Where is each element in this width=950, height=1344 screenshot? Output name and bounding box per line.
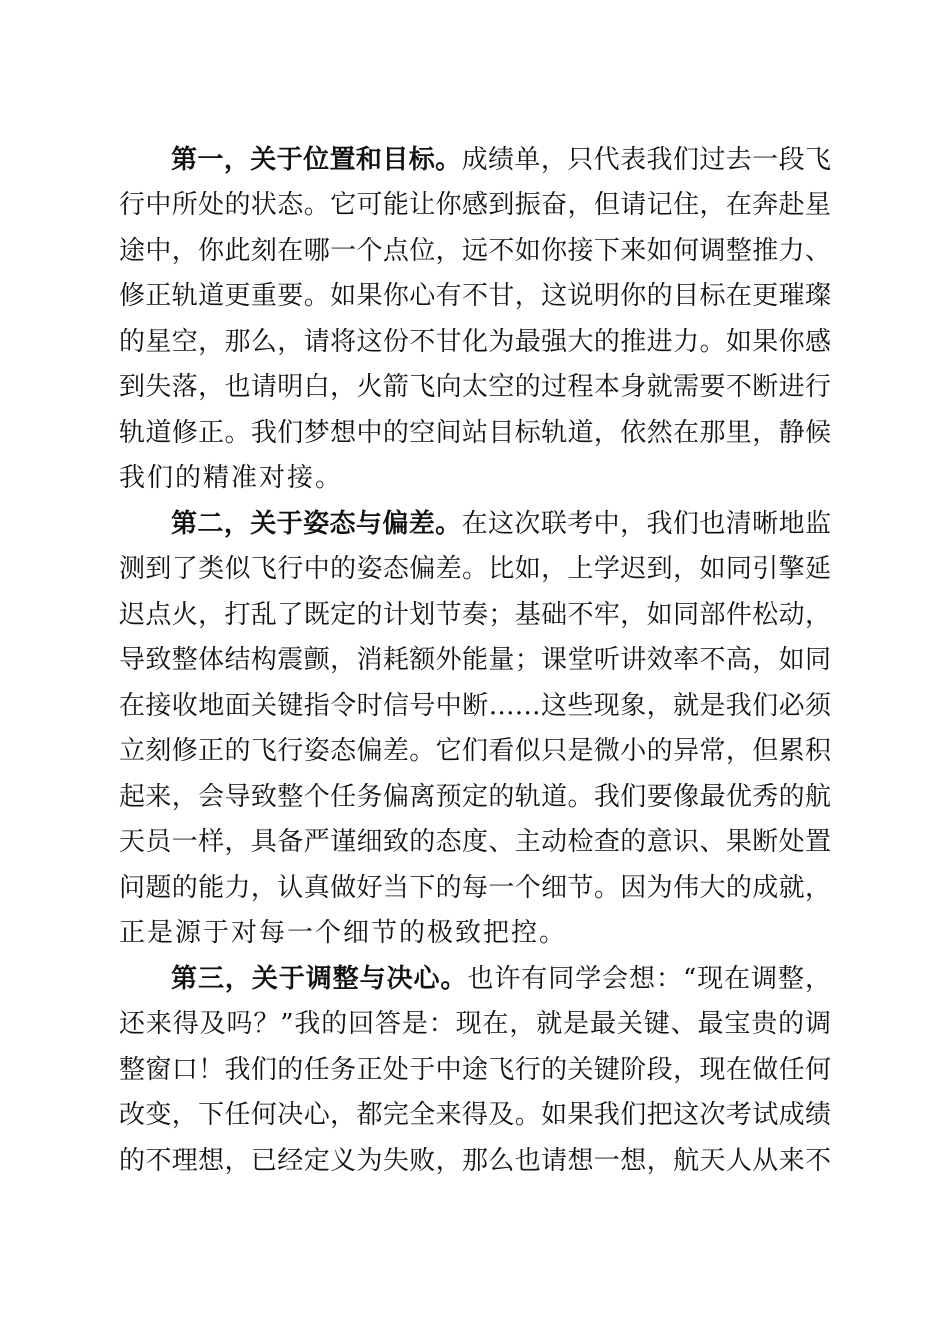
paragraph-3-line-3: 整窗口！我们的任务正处于中途飞行的关键阶段，现在做任何 bbox=[119, 1055, 831, 1085]
paragraph-2-line-4: 导致整体结构震颤，消耗额外能量；课堂听讲效率不高，如同 bbox=[119, 645, 831, 675]
paragraph-1-line-1 bbox=[171, 140, 831, 180]
paragraph-3-line-5: 的不理想，已经定义为失败，那么也请想一想，航天人从来不 bbox=[119, 1146, 831, 1176]
paragraph-2-heading: 第二，关于姿态与偏差。 bbox=[171, 509, 462, 539]
paragraph-2-line-10: 正是源于对每一个细节的极致把控。 bbox=[119, 918, 568, 948]
paragraph-1-line-4: 修正轨道更重要。如果你心有不甘，这说明你的目标在更璀璨 bbox=[119, 281, 831, 311]
paragraph-2-line-6: 立刻修正的飞行姿态偏差。它们看似只是微小的异常，但累积 bbox=[119, 736, 831, 766]
paragraph-1-text: 成绩单，只代表我们过去一段飞 bbox=[461, 145, 831, 175]
paragraph-1-line-3: 途中，你此刻在哪一个点位，远不如你接下来如何调整推力、 bbox=[119, 236, 831, 266]
paragraph-2-line-1 bbox=[171, 504, 831, 544]
paragraph-3-line-2: 还来得及吗？”我的回答是：现在，就是最关键、最宝贵的调 bbox=[119, 1009, 831, 1039]
paragraph-3-line-1 bbox=[171, 959, 831, 999]
paragraph-1-line-6: 到失落，也请明白，火箭飞向太空的过程本身就需要不断进行 bbox=[119, 372, 831, 402]
paragraph-2-line-3: 迟点火，打乱了既定的计划节奏；基础不牢，如同部件松动， bbox=[119, 600, 831, 630]
paragraph-3-heading: 第三，关于调整与决心。 bbox=[171, 964, 468, 994]
paragraph-2-line-5: 在接收地面关键指令时信号中断……这些现象，就是我们必须 bbox=[119, 691, 831, 721]
paragraph-2-line-7: 起来，会导致整个任务偏离预定的轨道。我们要像最优秀的航 bbox=[119, 782, 831, 812]
paragraph-3-line-4: 改变，下任何决心，都完全来得及。如果我们把这次考试成绩 bbox=[119, 1100, 831, 1130]
paragraph-2-line-8: 天员一样，具备严谨细致的态度、主动检查的意识、果断处置 bbox=[119, 827, 831, 857]
paragraph-2-text: 在这次联考中，我们也清晰地监 bbox=[461, 509, 831, 539]
paragraph-1-line-5: 的星空，那么，请将这份不甘化为最强大的推进力。如果你感 bbox=[119, 327, 831, 357]
paragraph-2-line-9: 问题的能力，认真做好当下的每一个细节。因为伟大的成就， bbox=[119, 873, 831, 903]
paragraph-1-line-2: 行中所处的状态。它可能让你感到振奋，但请记住，在奔赴星 bbox=[119, 190, 831, 220]
paragraph-3-text: 也许有同学会想：“现在调整， bbox=[467, 964, 831, 994]
paragraph-1-line-7: 轨道修正。我们梦想中的空间站目标轨道，依然在那里，静候 bbox=[119, 418, 831, 448]
paragraph-1-heading: 第一，关于位置和目标。 bbox=[171, 145, 462, 175]
paragraph-2-line-2: 测到了类似飞行中的姿态偏差。比如，上学迟到，如同引擎延 bbox=[119, 554, 831, 584]
paragraph-1-line-8: 我们的精准对接。 bbox=[119, 463, 344, 493]
